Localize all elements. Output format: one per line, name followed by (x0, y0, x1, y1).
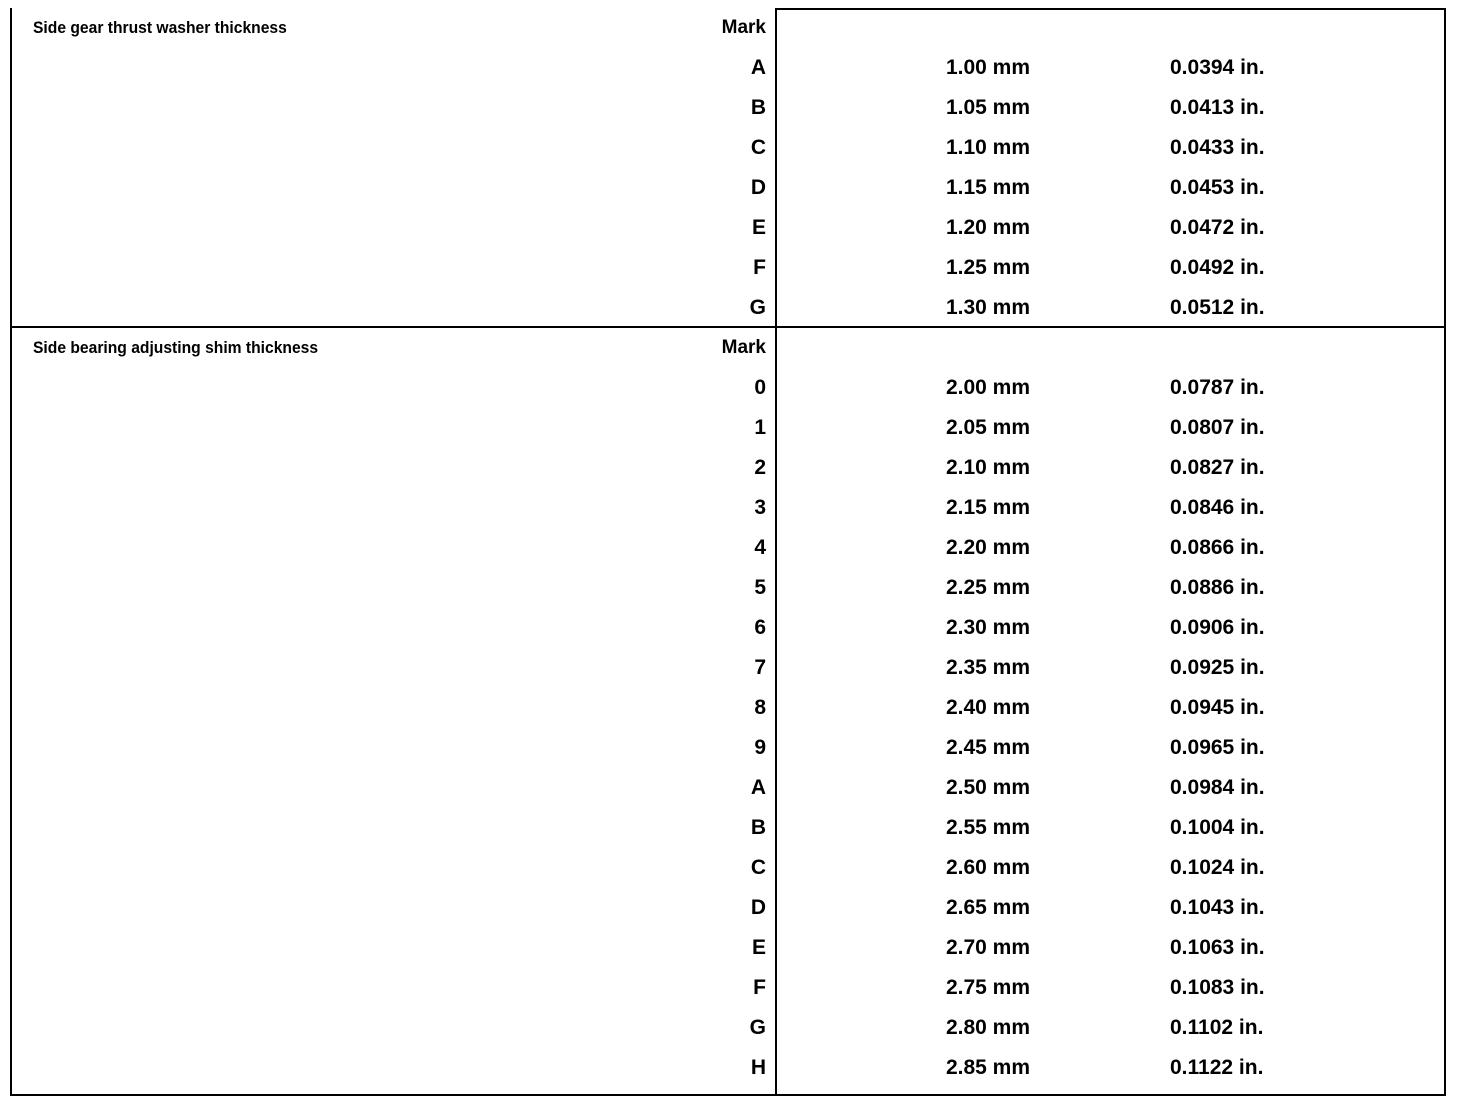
mark-cell: 5 (754, 576, 766, 599)
inch-value-cell: 0.0846 in. (1170, 496, 1265, 519)
mm-value-cell: 2.05 mm (945, 416, 1030, 439)
mark-cell: 1 (754, 416, 766, 439)
mark-cell: 2 (754, 456, 766, 479)
mm-value-cell: 1.15 mm (945, 176, 1030, 199)
table-row (12, 808, 1444, 848)
mm-value-cell: 1.20 mm (945, 216, 1030, 239)
table-row (12, 728, 1444, 768)
mark-cell: F (753, 256, 766, 279)
mark-cell: D (750, 896, 766, 919)
inch-value-cell: 0.0965 in. (1170, 736, 1265, 759)
inch-value-cell: 0.0472 in. (1170, 216, 1265, 239)
table-row (12, 248, 1444, 288)
mark-cell: B (750, 816, 766, 839)
inch-value-cell: 0.0866 in. (1170, 536, 1265, 559)
mm-value-cell: 1.05 mm (945, 96, 1030, 119)
mark-cell: 4 (754, 536, 766, 559)
inch-value-cell: 0.1004 in. (1170, 816, 1265, 839)
table-row (12, 368, 1444, 408)
mm-value-cell: 2.40 mm (945, 696, 1030, 719)
mm-value-cell: 2.10 mm (945, 456, 1030, 479)
inch-value-cell: 0.1122 in. (1170, 1056, 1264, 1079)
inch-value-cell: 0.0492 in. (1170, 256, 1265, 279)
table-row (12, 848, 1444, 888)
mm-value-cell: 2.15 mm (945, 496, 1030, 519)
inch-value-cell: 0.1063 in. (1170, 936, 1265, 959)
inch-value-cell: 0.1024 in. (1170, 856, 1265, 879)
mark-cell: B (750, 96, 766, 119)
mm-value-cell: 1.30 mm (945, 296, 1030, 319)
table-row (12, 408, 1444, 448)
mm-value-cell: 2.35 mm (945, 656, 1030, 679)
mm-value-cell: 2.50 mm (945, 776, 1030, 799)
mark-cell: A (750, 776, 766, 799)
mm-value-cell: 2.60 mm (945, 856, 1030, 879)
mm-value-cell: 1.10 mm (945, 136, 1030, 159)
table-row (12, 208, 1444, 248)
inch-value-cell: 0.0433 in. (1170, 136, 1265, 159)
mm-value-cell: 2.85 mm (945, 1056, 1030, 1079)
inch-value-cell: 0.1102 in. (1170, 1016, 1264, 1039)
mark-cell: G (749, 296, 766, 319)
table-row (12, 1048, 1444, 1088)
mark-cell: 9 (754, 736, 766, 759)
mm-value-cell: 2.80 mm (945, 1016, 1030, 1039)
table-row (12, 928, 1444, 968)
mm-value-cell: 2.30 mm (945, 616, 1030, 639)
inch-value-cell: 0.1043 in. (1170, 896, 1265, 919)
table-row (12, 1008, 1444, 1048)
table-row (12, 88, 1444, 128)
inch-value-cell: 0.0787 in. (1170, 376, 1265, 399)
mark-cell: 7 (754, 656, 766, 679)
inch-value-cell: 0.0807 in. (1170, 416, 1265, 439)
mark-cell: 8 (754, 696, 766, 719)
inch-value-cell: 0.0984 in. (1170, 776, 1265, 799)
table-border-bottom (10, 1094, 1446, 1096)
section-title: Side bearing adjusting shim thickness (33, 338, 319, 357)
mm-value-cell: 1.25 mm (945, 256, 1030, 279)
inch-value-cell: 0.1083 in. (1170, 976, 1265, 999)
mark-cell: D (750, 176, 766, 199)
table-row (12, 888, 1444, 928)
mm-value-cell: 2.20 mm (945, 536, 1030, 559)
mm-value-cell: 2.25 mm (945, 576, 1030, 599)
inch-value-cell: 0.0925 in. (1170, 656, 1265, 679)
table-row (12, 48, 1444, 88)
mark-cell: C (750, 136, 766, 159)
table-row (12, 448, 1444, 488)
table-row (12, 688, 1444, 728)
mark-cell: 0 (754, 376, 766, 399)
mark-cell: 6 (754, 616, 766, 639)
mark-column-header: Mark (721, 17, 766, 38)
mark-cell: G (749, 1016, 766, 1039)
inch-value-cell: 0.0512 in. (1170, 296, 1265, 319)
table-row (12, 168, 1444, 208)
inch-value-cell: 0.0413 in. (1170, 96, 1265, 119)
mm-value-cell: 2.70 mm (945, 936, 1030, 959)
table-row (12, 488, 1444, 528)
mark-cell: E (751, 936, 766, 959)
table-row (12, 968, 1444, 1008)
inch-value-cell: 0.0886 in. (1170, 576, 1265, 599)
table-border-top (776, 8, 1446, 10)
table-row (12, 648, 1444, 688)
inch-value-cell: 0.0394 in. (1170, 56, 1265, 79)
table-row (12, 528, 1444, 568)
mm-value-cell: 2.00 mm (945, 376, 1030, 399)
mark-cell: H (750, 1056, 766, 1079)
table-row (12, 128, 1444, 168)
table-border-right (1444, 8, 1446, 1096)
mark-column-header: Mark (721, 337, 766, 358)
mark-cell: E (751, 216, 766, 239)
mm-value-cell: 2.55 mm (945, 816, 1030, 839)
mm-value-cell: 2.65 mm (945, 896, 1030, 919)
table-row (12, 608, 1444, 648)
mark-cell: A (750, 56, 766, 79)
mm-value-cell: 2.75 mm (945, 976, 1030, 999)
rows-thrust-washer (12, 48, 1444, 328)
rows-bearing-shim (12, 368, 1444, 1088)
inch-value-cell: 0.0827 in. (1170, 456, 1265, 479)
mm-value-cell: 2.45 mm (945, 736, 1030, 759)
table-row (12, 288, 1444, 328)
mm-value-cell: 1.00 mm (945, 56, 1030, 79)
mark-cell: 3 (754, 496, 766, 519)
table-row (12, 568, 1444, 608)
inch-value-cell: 0.0945 in. (1170, 696, 1265, 719)
mark-cell: F (753, 976, 766, 999)
inch-value-cell: 0.0906 in. (1170, 616, 1265, 639)
table-row (12, 768, 1444, 808)
section-title: Side gear thrust washer thickness (33, 18, 287, 37)
mark-cell: C (750, 856, 766, 879)
inch-value-cell: 0.0453 in. (1170, 176, 1265, 199)
